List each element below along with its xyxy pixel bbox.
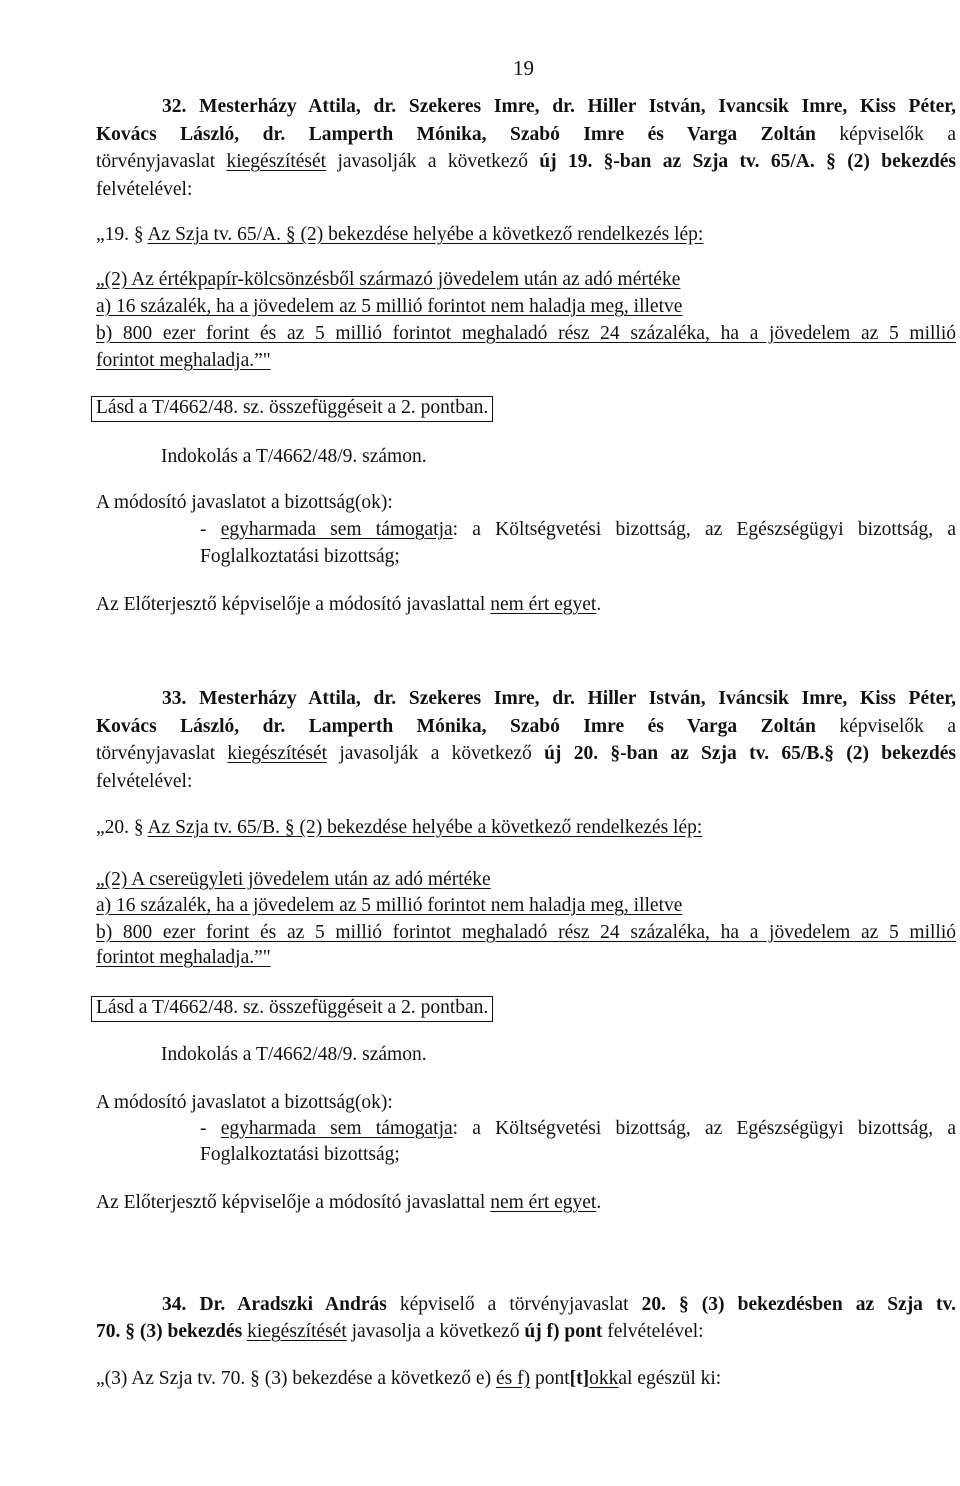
- opinion-value: nem ért egyet: [490, 594, 597, 615]
- sponsors-line1: Mesterházy Attila, dr. Szekeres Imre, dr. Hiller István, Ivancsik Imre, Kiss Péter,: [199, 96, 956, 117]
- committee-intro: A módosító javaslatot a bizottság(ok):: [96, 492, 393, 513]
- text-segment: Az Előterjesztő képviselője a módosító javaslattal: [96, 594, 486, 615]
- committee-list: : a Költségvetési bizottság, az Egészségügyi bizottság, a: [452, 1118, 956, 1139]
- bold-segment: új f) pont: [524, 1321, 603, 1342]
- bold-segment: 20. § (3) bekezdésben az Szja tv.: [641, 1294, 957, 1315]
- text-segment: pont: [534, 1368, 570, 1389]
- text-segment: törvényjavaslat: [96, 743, 216, 764]
- underlined-text: forintot meghaladja.”": [96, 350, 271, 371]
- amendment-header-line1: [96, 96, 956, 118]
- text-segment: al egészül ki:: [618, 1368, 722, 1389]
- text-segment: képviselő a törvényjavaslat: [399, 1294, 629, 1315]
- amendment-header-line2: [96, 1321, 704, 1343]
- underlined-text: és f): [495, 1368, 531, 1389]
- bold-segment: [t]: [569, 1368, 590, 1389]
- quoted-line-4: [96, 350, 271, 372]
- presenter-opinion: [96, 1192, 601, 1214]
- amendment-header-line3: [96, 743, 956, 765]
- punct: .: [596, 594, 602, 615]
- underlined-term: kiegészítését: [226, 151, 327, 172]
- text-segment: „20. §: [96, 817, 144, 838]
- presenter-opinion: [96, 594, 601, 616]
- text-segment: javasolják a következő: [337, 151, 528, 172]
- committee-list: : a Költségvetési bizottság, az Egészségügyi bizottság, a: [452, 519, 956, 540]
- dash: -: [200, 1118, 207, 1139]
- page-number: 19: [513, 56, 534, 80]
- quoted-line-2: a) 16 százalék, ha a jövedelem az 5 millió forintot nem haladja meg, illetve: [96, 895, 683, 916]
- sponsors-line2: Kovács László, dr. Lamperth Mónika, Szabó Imre és Varga Zoltán: [96, 124, 816, 145]
- amendment-header-line3: [96, 151, 956, 173]
- underlined-text: forintot meghaladja.”": [96, 947, 271, 968]
- text-segment: törvényjavaslat: [96, 151, 216, 172]
- quote-intro: [96, 817, 702, 839]
- bold-segment: új 19. §-ban az Szja tv. 65/A. § (2) bekezdés: [539, 151, 957, 172]
- text-segment: Az Előterjesztő képviselője a módosító javaslattal: [96, 1192, 486, 1213]
- opinion-value: nem ért egyet: [490, 1192, 597, 1213]
- amendment-header-line4: felvételével:: [96, 771, 193, 792]
- committee-list-cont: Foglalkoztatási bizottság;: [200, 546, 400, 567]
- quoted-line-1: „(2) Az értékpapír-kölcsönzésből származó jövedelem után az adó mértéke: [96, 269, 681, 290]
- sponsors-role: képviselők a: [839, 716, 957, 737]
- sponsors-line1: Mesterházy Attila, dr. Szekeres Imre, dr. Hiller István, Iváncsik Imre, Kiss Péter,: [199, 688, 956, 709]
- support-status: egyharmada sem támogatja: [220, 1118, 453, 1139]
- support-status: egyharmada sem támogatja: [220, 519, 453, 540]
- text-segment: javasolják a következő: [339, 743, 532, 764]
- sponsors-role: képviselők a: [839, 124, 957, 145]
- amendment-number: 33.: [162, 688, 187, 709]
- quoted-line-4: [96, 947, 271, 969]
- bold-segment: 70. § (3) bekezdés: [96, 1321, 243, 1342]
- dash: -: [200, 519, 207, 540]
- text-segment: felvételével:: [607, 1321, 704, 1342]
- justification-ref: Indokolás a T/4662/48/9. számon.: [161, 446, 427, 467]
- text-segment: „19. §: [96, 224, 144, 245]
- quote-intro: [96, 224, 703, 246]
- justification-ref: Indokolás a T/4662/48/9. számon.: [161, 1044, 427, 1065]
- amendment-number: 32.: [162, 96, 187, 117]
- committee-intro: A módosító javaslatot a bizottság(ok):: [96, 1092, 393, 1113]
- quoted-line-3: b) 800 ezer forint és az 5 millió forintot meghaladó rész 24 százaléka, ha a jövedelem az 5 millió: [96, 922, 956, 943]
- quoted-line-3: b) 800 ezer forint és az 5 millió forintot meghaladó rész 24 százaléka, ha a jövedelem az 5 millió: [96, 323, 956, 344]
- underlined-text: Az Szja tv. 65/A. § (2) bekezdése helyébe a következő rendelkezés lép:: [147, 224, 704, 245]
- amendment-header-line1: [96, 1294, 956, 1316]
- underlined-text: Az Szja tv. 65/B. § (2) bekezdése helyébe a következő rendelkezés lép:: [147, 817, 703, 838]
- committee-opinion: [200, 1118, 956, 1140]
- amendment-header-line4: felvételével:: [96, 179, 193, 200]
- committee-list-cont: Foglalkoztatási bizottság;: [200, 1144, 400, 1165]
- sponsor: Dr. Aradszki András: [199, 1294, 387, 1315]
- underlined-text: okk: [589, 1368, 619, 1389]
- amendment-number: 34.: [162, 1294, 187, 1315]
- bold-segment: új 20. §-ban az Szja tv. 65/B.§ (2) bekezdés: [544, 743, 957, 764]
- amendment-header-line2: [96, 124, 956, 146]
- amendment-header-line2: [96, 716, 956, 738]
- underlined-term: kiegészítését: [247, 1321, 347, 1342]
- reference-box: Lásd a T/4662/48. sz. összefüggéseit a 2. pontban.: [91, 996, 493, 1022]
- underlined-term: kiegészítését: [227, 743, 328, 764]
- sponsors-line2: Kovács László, dr. Lamperth Mónika, Szabó Imre és Varga Zoltán: [96, 716, 816, 737]
- text-segment: javasolja a következő: [351, 1321, 520, 1342]
- committee-opinion: [200, 519, 956, 541]
- quoted-line-1: „(2) A csereügyleti jövedelem után az adó mértéke: [96, 869, 491, 890]
- text-segment: „(3) Az Szja tv. 70. § (3) bekezdése a következő e): [96, 1368, 492, 1389]
- amendment-header-line1: [96, 688, 956, 710]
- reference-box: Lásd a T/4662/48. sz. összefüggéseit a 2. pontban.: [91, 396, 493, 422]
- quoted-line-2: a) 16 százalék, ha a jövedelem az 5 millió forintot nem haladja meg, illetve: [96, 296, 683, 317]
- punct: .: [596, 1192, 602, 1213]
- quote-intro: [96, 1368, 721, 1390]
